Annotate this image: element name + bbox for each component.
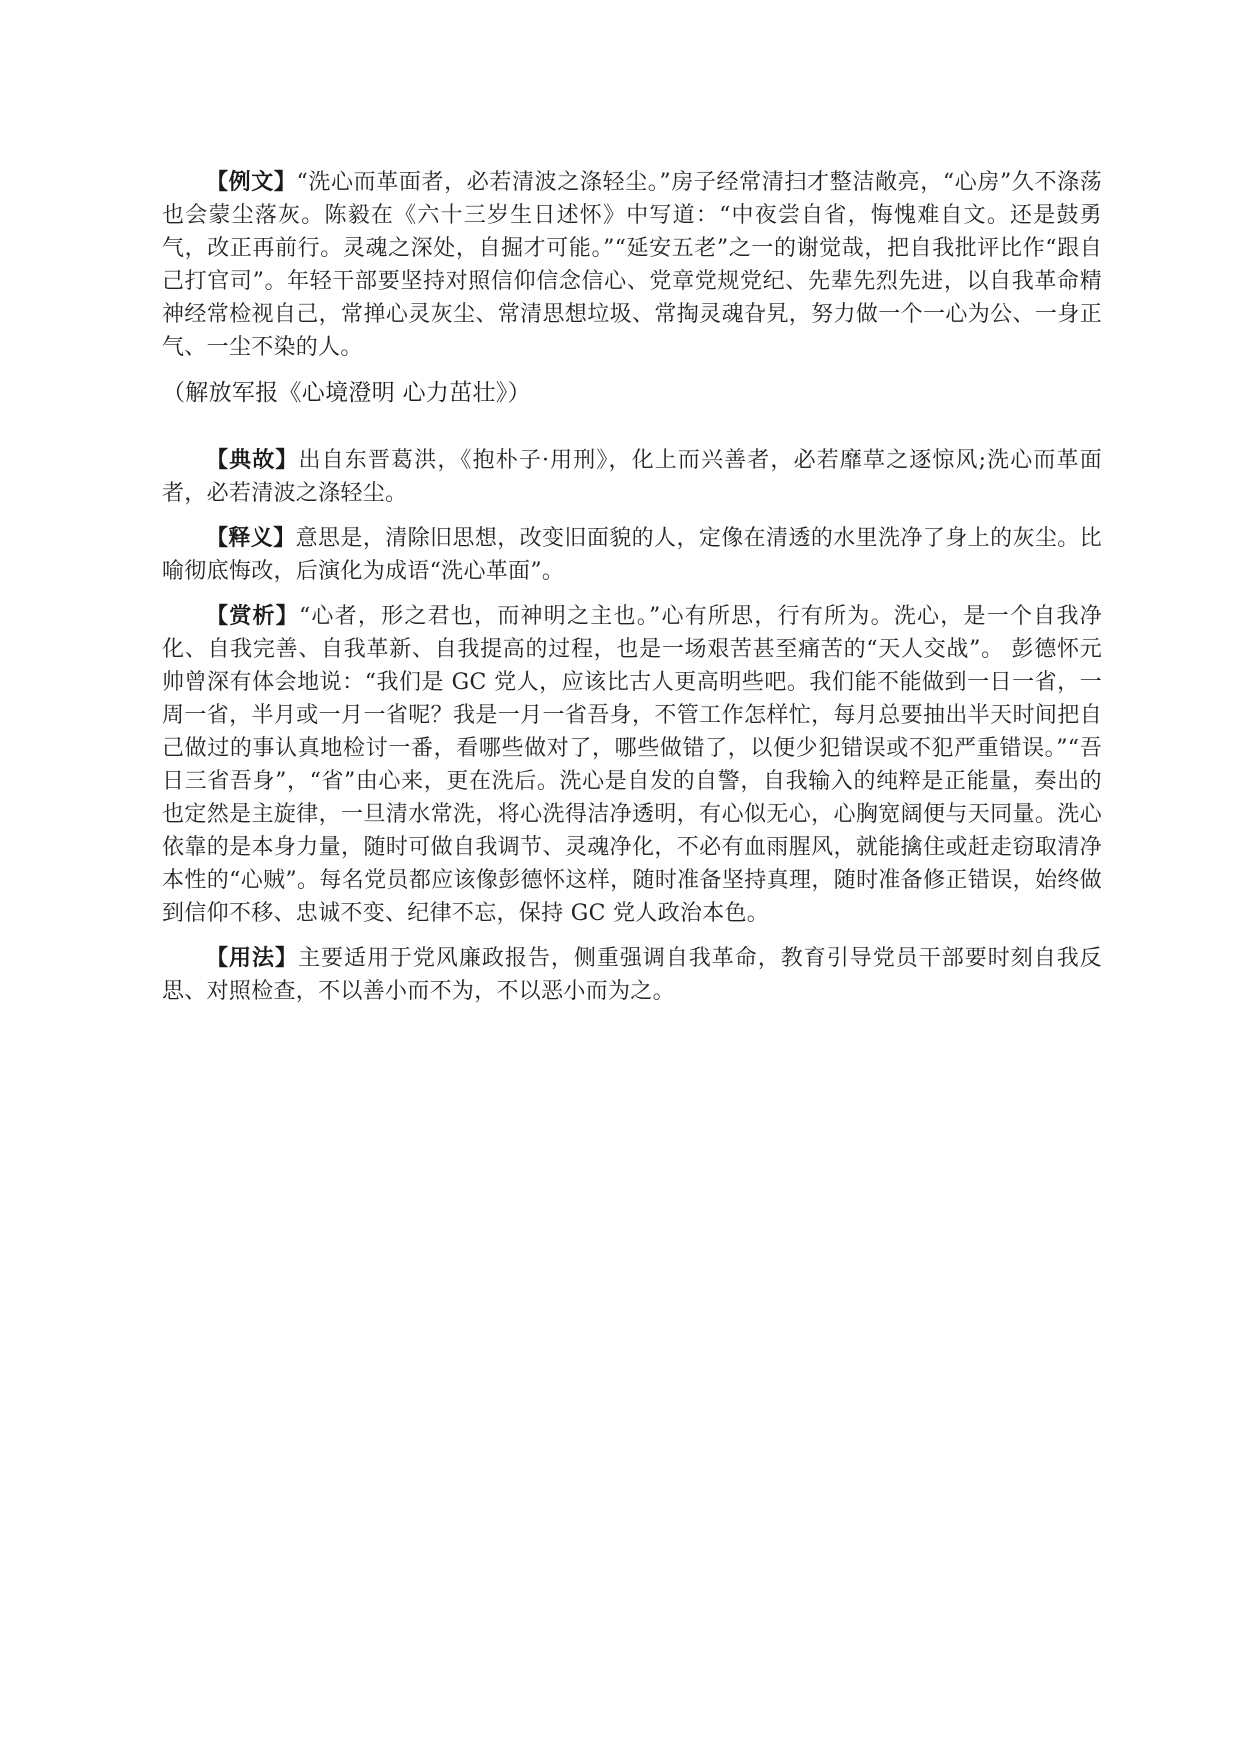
allusion-tag: 【典故】 (206, 448, 299, 473)
source-citation: （解放军报《心境澄明 心力茁壮》） (162, 380, 531, 406)
allusion-text: 出自东晋葛洪，《抱朴子·用刑》，化上而兴善者，必若靡草之逐惊风;洗心而革面者，必若清波之涤轻尘。 (162, 448, 1102, 506)
example-tag: 【例文】 (206, 170, 297, 195)
usage-tag: 【用法】 (206, 946, 298, 971)
meaning-paragraph (162, 522, 1102, 588)
document-page (162, 166, 1102, 1020)
appreciation-tag: 【赏析】 (206, 604, 299, 629)
appreciation-paragraph (162, 600, 1102, 930)
appreciation-text: “心者，形之君也，而神明之主也。”心有所思，行有所为。洗心，是一个自我净化、自我完善、自我革新、自我提高的过程，也是一场艰苦甚至痛苦的“天人交战”。 彭德怀元帅曾深有体会地说：“我们是 GC 党人，应该比古人更高明些吧。我们能不能做到一日一省，一周一省，半月或一月一省呢？我是一月一省吾身，不管工作怎样忙，每月总要抽出半天时间把自己做过的事认真地检讨一番，看哪些做对了，哪些做错了，以便少犯错误或不犯严重错误。”“吾日三省吾身”，“省”由心来，更在洗后。洗心是自发的自警，自我输入的纯粹是正能量，奏出的也定然是主旋律，一旦清水常洗，将心洗得洁净透明，有心似无心，心胸宽阔便与天同量。洗心依靠的是本身力量，随时可做自我调节、灵魂净化，不必有血雨腥风，就能擒住或赶走窃取清净本性的“心贼”。每名党员都应该像彭德怀这样，随时准备坚持真理，随时准备修正错误，始终做到信仰不移、忠诚不变、纪律不忘，保持 GC 党人政治本色。 (162, 604, 1103, 926)
usage-text: 主要适用于党风廉政报告，侧重强调自我革命，教育引导党员干部要时刻自我反思、对照检查，不以善小而不为，不以恶小而为之。 (162, 946, 1102, 1004)
allusion-paragraph (162, 444, 1102, 510)
meaning-text: 意思是，清除旧思想，改变旧面貌的人，定像在清透的水里洗净了身上的灰尘。比喻彻底悔改，后演化为成语“洗心革面”。 (162, 526, 1102, 584)
example-text: “洗心而革面者，必若清波之涤轻尘。”房子经常清扫才整洁敞亮，“心房”久不涤荡也会蒙尘落灰。陈毅在《六十三岁生日述怀》中写道：“中夜尝自省，悔愧难自文。还是鼓勇气，改正再前行。灵魂之深处，自掘才可能。”“延安五老”之一的谢觉哉，把自我批评比作“跟自己打官司”。年轻干部要坚持对照信仰信念信心、党章党规党纪、先辈先烈先进，以自我革命精神经常检视自己，常掸心灵灰尘、常清思想垃圾、常掏灵魂旮旯，努力做一个一心为公、一身正气、一尘不染的人。 (162, 170, 1103, 360)
usage-paragraph (162, 942, 1102, 1008)
example-paragraph (162, 166, 1102, 364)
meaning-tag: 【释义】 (206, 526, 296, 551)
